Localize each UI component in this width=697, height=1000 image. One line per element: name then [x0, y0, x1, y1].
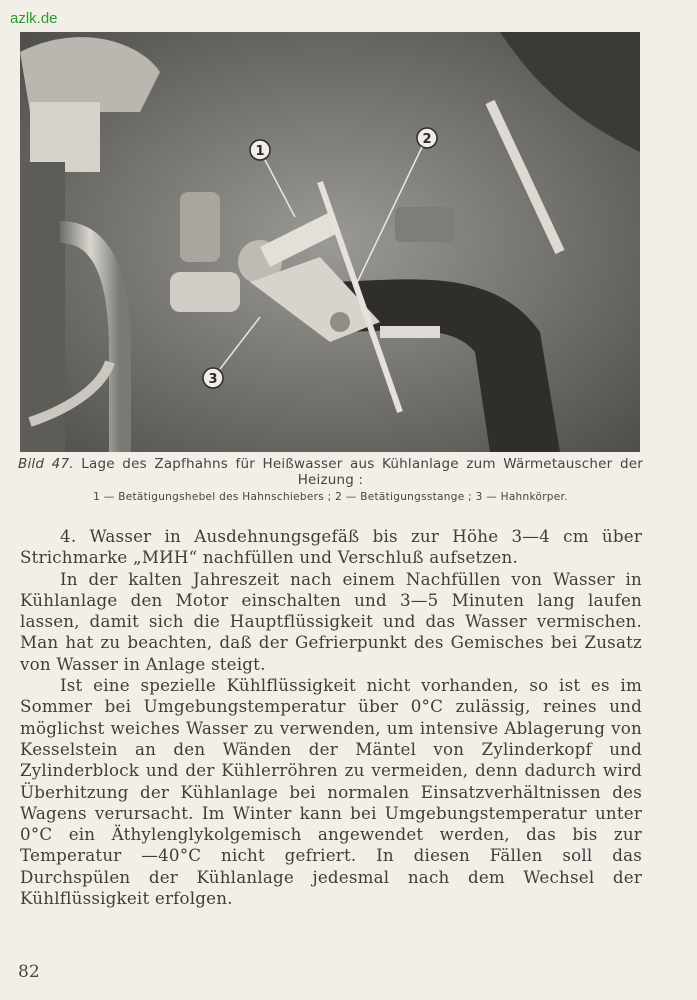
caption-title-text: Lage des Zapfhahns für Heißwasser aus Kühlanlage zum Wärmetauscher der Heizung :: [81, 456, 643, 488]
engine-photo: [20, 32, 640, 452]
svg-text:2: 2: [422, 132, 432, 147]
caption-legend: 1 — Betätigungshebel des Hahnschiebers ; 2 — Betätigungsstange ; 3 — Hahnkörper.: [93, 491, 568, 503]
caption-label: Bild 47.: [18, 456, 74, 472]
figure-caption: [18, 456, 643, 504]
svg-text:3: 3: [208, 372, 218, 387]
paragraph-step-4: 4. Wasser in Ausdehnungsgefäß bis zur Höhe 3—4 cm über Strichmarke „МИН“ nachfüllen und Verschluß aufsetzen.: [20, 526, 642, 568]
page-number: 82: [18, 962, 40, 982]
paragraph-winter-mixing: In der kalten Jahreszeit nach einem Nachfüllen von Wasser in Kühlanlage den Motor einschalten und 3—5 Minuten lang laufen lassen, damit sich die Hauptflüssigkeit und das Wasser vermischen. Man hat zu beachten, daß der Gefrierpunkt des Gemisches bei Zusatz von Wasser in Anlage steigt.: [20, 568, 642, 674]
caption-title: [18, 456, 643, 488]
svg-text:1: 1: [255, 144, 265, 159]
body-text: [20, 526, 642, 909]
engine-photo-drawing: [20, 32, 640, 452]
site-watermark: azlk.de: [10, 10, 58, 27]
paragraph-coolant-alternatives: Ist eine spezielle Kühlflüssigkeit nicht vorhanden, so ist es im Sommer bei Umgebungstemperatur über 0°C zulässig, reines und möglichst weiches Wasser zu verwenden, um intensive Ablagerung von Kesselstein an den Wänden der Mäntel von Zylinderkopf und Zylinderblock und der Kühlerröhren zu vermeiden, denn dadurch wird Überhitzung der Kühlanlage bei normalen Einsatzverhältnissen des Wagens verursacht. Im Winter kann bei Umgebungstemperatur unter 0°C ein Äthylenglykolgemisch angewendet werden, das bis zur Temperatur —40°C nicht gefriert. In diesen Fällen soll das Durchspülen der Kühlanlage jedesmal nach dem Wechsel der Kühlflüssigkeit erfolgen.: [20, 675, 642, 909]
